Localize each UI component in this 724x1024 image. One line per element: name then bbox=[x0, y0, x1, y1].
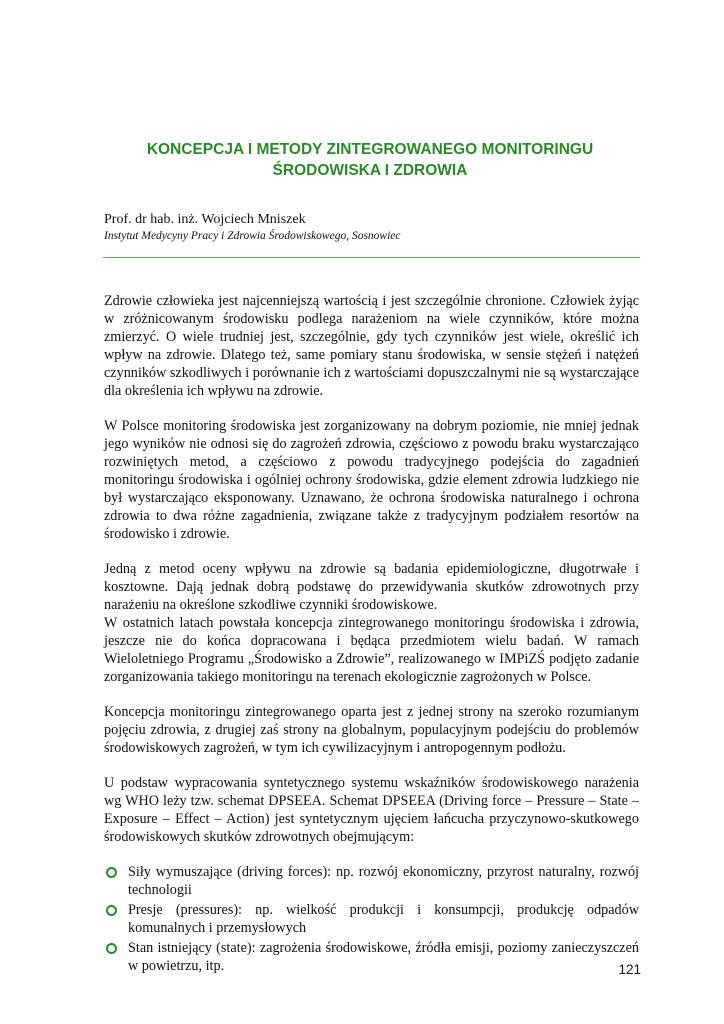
paper-title-line-2: ŚRODOWISKA I ZDROWIA bbox=[272, 162, 468, 179]
paragraph: Jedną z metod oceny wpływu na zdrowie są badania epidemiologiczne, długotrwałe i kosztowne. Dają jednak dobrą podstawę do przewidywania skutków zdrowotnych przy narażeniu na określone szkodliwe czynniki środowiskowe. bbox=[104, 561, 639, 613]
circle-bullet-icon bbox=[106, 905, 117, 916]
author-affiliation: Instytut Medycyny Pracy i Zdrowia Środowiskowego, Sosnowiec bbox=[104, 230, 401, 242]
paper-title bbox=[100, 139, 640, 181]
paragraph: U podstaw wypracowania syntetycznego systemu wskaźników środowiskowego narażenia wg WHO leży tzw. schemat DPSEEA. Schemat DPSEEA (Driving force – Pressure – State – Exposure – Effect – Action) jest syntetycznym ujęciem łańcucha przyczynowo-skutkowego środowiskowych skutków zdrowotnych obejmującym: bbox=[104, 775, 639, 845]
circle-bullet-icon bbox=[106, 943, 117, 954]
list-item bbox=[104, 939, 639, 975]
page-number: 121 bbox=[618, 962, 641, 977]
list-item-text: Presje (pressures): np. wielkość produkcji i konsumpcji, produkcję odpadów komunalnych i przemysłowych bbox=[128, 902, 639, 936]
header-divider bbox=[103, 257, 640, 258]
list-item-text: Stan istniejący (state): zagrożenia środowiskowe, źródła emisji, poziomy zanieczyszczeń w powietrzu, itp. bbox=[128, 940, 639, 974]
list-item-text: Siły wymuszające (driving forces): np. rozwój ekonomiczny, przyrost naturalny, rozwój technologii bbox=[128, 864, 639, 898]
paragraph: W Polsce monitoring środowiska jest zorganizowany na dobrym poziomie, nie mniej jednak jego wyników nie odnosi się do zagrożeń zdrowia, częściowo z powodu braku wystarczająco rozwiniętych metod, a częściowo z powodu tradycyjnego podejścia do zagadnień monitoringu środowiska i ogólniej ochrony środowiska, gdzie element zdrowia ludzkiego nie był wystarczająco eksponowany. Uznawano, że ochrona środowiska naturalnego i ochrona zdrowia to dwa różne zagadnienia, związane także z tradycyjnym podziałem resortów na środowisko i zdrowie. bbox=[104, 418, 639, 542]
list-item bbox=[104, 901, 639, 937]
paragraph: W ostatnich latach powstała koncepcja zintegrowanego monitoringu środowiska i zdrowia, jeszcze nie do końca dopracowana i będąca przedmiotem wielu badań. W ramach Wieloletniego Programu „Środowisko a Zdrowie”, realizowanego w IMPiZŚ podjęto zadanie zorganizowania takiego monitoringu na terenach ekologicznie zagrożonych w Polsce. bbox=[104, 615, 639, 685]
paragraph: Koncepcja monitoringu zintegrowanego oparta jest z jednej strony na szeroko rozumianym pojęciu zdrowia, z drugiej zaś strony na globalnym, populacyjnym podejściu do problemów środowiskowych zagrożeń, w tym ich cywilizacyjnym i antropogennym podłożu. bbox=[104, 704, 639, 756]
paper-title-line-1: KONCEPCJA I METODY ZINTEGROWANEGO MONITORINGU bbox=[146, 141, 594, 158]
circle-bullet-icon bbox=[106, 867, 117, 878]
author-name: Prof. dr hab. inż. Wojciech Mniszek bbox=[104, 212, 306, 227]
list-item bbox=[104, 863, 639, 899]
article-body bbox=[104, 292, 639, 977]
paragraph: Zdrowie człowieka jest najcenniejszą wartością i jest szczególnie chronione. Człowiek żyjąc w zróżnicowanym środowisku podlega narażeniom na wiele czynników, które można zmierzyć. O wiele trudniej jest, szczególnie, gdy tych czynników jest wiele, określić ich wpływ na zdrowie. Dlatego też, same pomiary stanu środowiska, w sensie stężeń i natężeń czynników szkodliwych i porównanie ich z wartościami dopuszczalnymi nie są wystarczające dla określenia ich wpływu na zdrowie. bbox=[104, 293, 639, 399]
dpseea-list bbox=[104, 863, 639, 975]
